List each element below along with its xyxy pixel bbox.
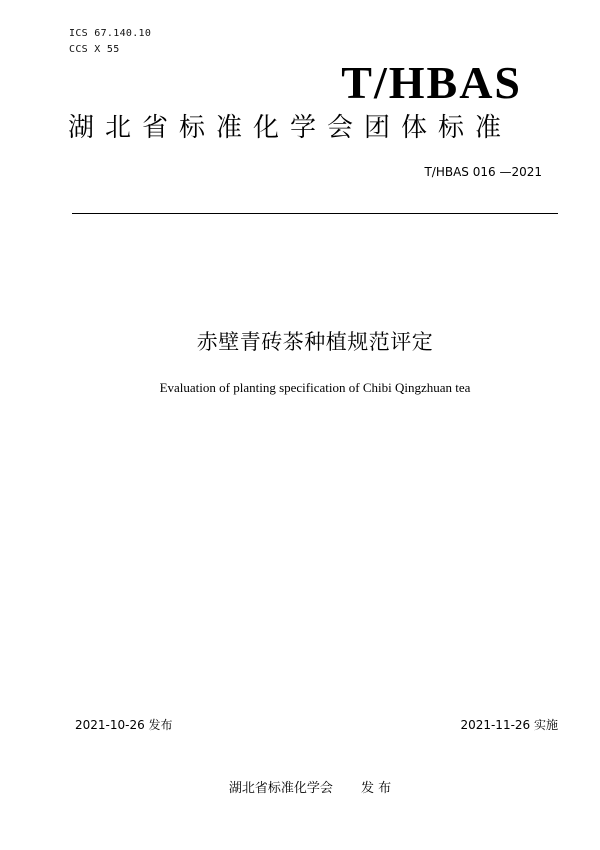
ics-code: ICS 67.140.10 [69, 28, 152, 39]
publish-word: 发 布 [360, 781, 392, 796]
org-standard-title: 湖北省标准化学会团体标准 [68, 113, 513, 143]
standard-number: T/HBAS 016 —2021 [424, 165, 542, 179]
issue-date: 2021-10-26 发布 [75, 718, 173, 732]
document-title-en: Evaluation of planting specification of Chibi Qingzhuan tea [159, 380, 471, 395]
document-title-cn: 赤壁青砖茶种植规范评定 [196, 330, 434, 354]
standard-logo: T/HBAS [341, 57, 522, 108]
header-divider [72, 213, 558, 214]
publisher-name: 湖北省标准化学会 [228, 781, 333, 796]
implementation-date: 2021-11-26 实施 [460, 718, 558, 732]
publisher-line [0, 777, 600, 796]
ccs-code: CCS X 55 [69, 44, 120, 55]
